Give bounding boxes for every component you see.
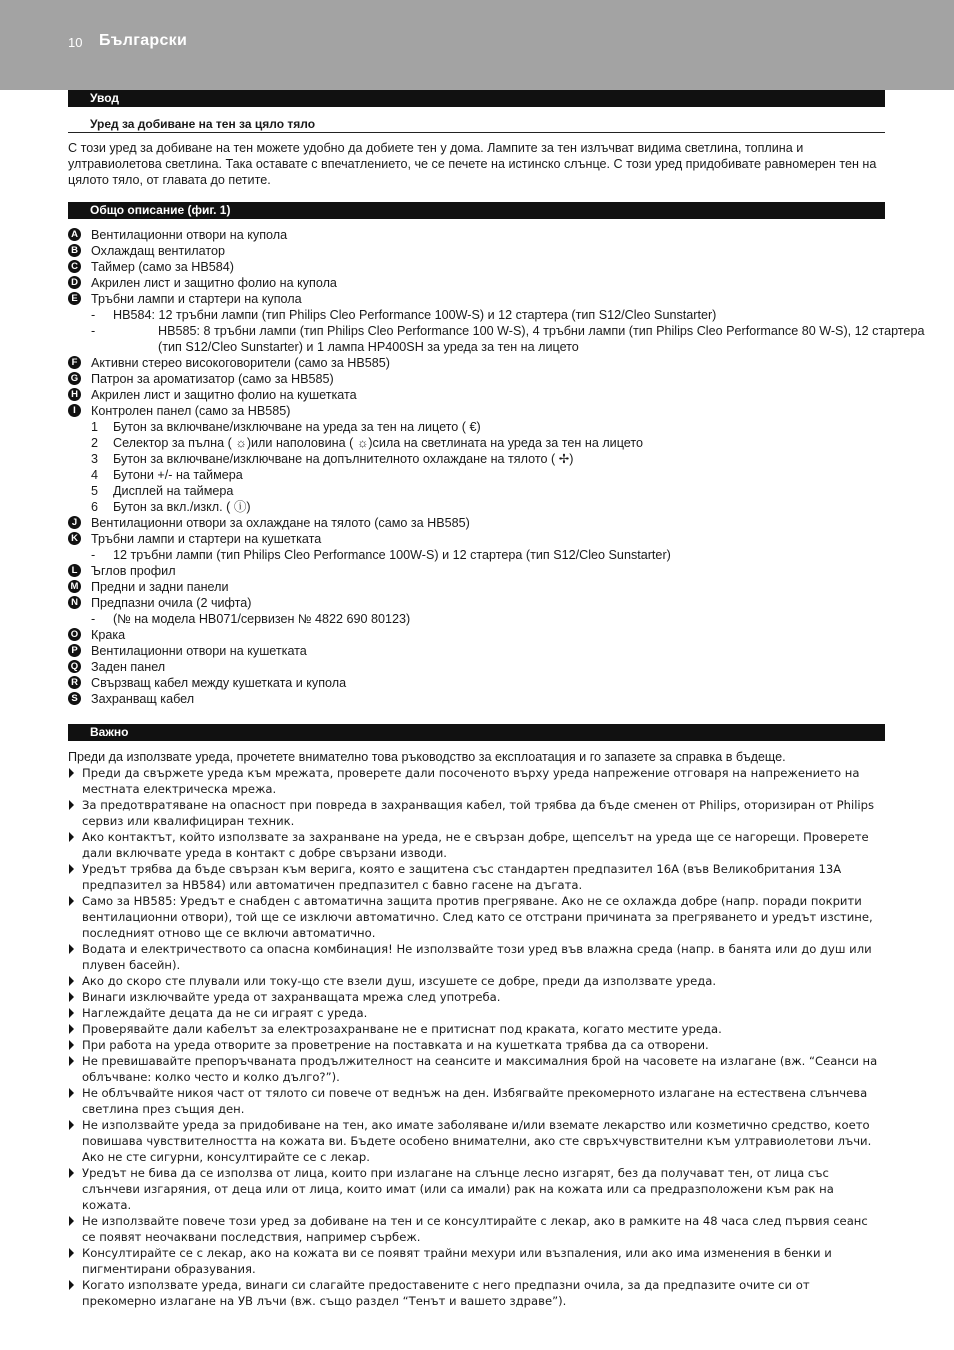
item-number: 5	[91, 484, 99, 498]
bullet-text: Когато използвате уреда, винаги си слагайте предоставените с него предпазни очила, за да предпазите очите си от прекомерно излагане на УВ лъчи (вж. също раздел “Тенът и вашето здраве”).	[82, 1278, 810, 1308]
letter-badge-icon: K	[68, 532, 81, 545]
bullet-text: Не използвайте повече този уред за добиване на тен и се консултирайте с лекар, ако в рамките на 48 часа след първия сеанс се появят неочаквани последствия, например сърбеж.	[82, 1214, 868, 1244]
bullet-item	[68, 861, 884, 893]
legend-text: Вентилационни отвори за охлаждане на тялото (само за HB585)	[91, 516, 470, 530]
letter-badge-icon: R	[68, 676, 81, 689]
letter-badge-icon: B	[68, 244, 81, 257]
bullet-item	[68, 765, 884, 797]
section-bar-overview	[68, 202, 885, 219]
bullet-text: Преди да свържете уреда към мрежата, проверете дали посоченото върху уреда напрежение отговаря на напрежението на местната електрическа мрежа.	[82, 766, 860, 796]
bullet-triangle-icon	[69, 1216, 74, 1226]
subheading-text: Уред за добиване на тен за цяло тяло	[90, 117, 316, 131]
section-bar-intro	[68, 90, 885, 107]
legend-row-letter	[68, 531, 884, 547]
bullet-triangle-icon	[69, 1088, 74, 1098]
bullet-triangle-icon	[69, 1008, 74, 1018]
legend-text: Селектор за пълна ( ☼)или наполовина ( ☼)сила на светлината на уреда за тен на лицето	[113, 436, 643, 450]
intro-paragraph: С този уред за добиване на тен можете удобно да добиете тен у дома. Лампите за тен излъчват видима светлина, топлина и ултравиолетова светлина. Така оставате с впечатлението, че се печете на истинско слънце. С този уред придобивате равномерен тен на цялото тяло, от главата до петите.	[68, 141, 877, 187]
bullet-triangle-icon	[69, 864, 74, 874]
legend-text: Таймер (само за HB584)	[91, 260, 234, 274]
legend-row-letter	[68, 387, 884, 403]
legend-text: Предпазни очила (2 чифта)	[91, 596, 252, 610]
bullet-triangle-icon	[69, 1024, 74, 1034]
legend-text: Акрилен лист и защитно фолио на купола	[91, 276, 337, 290]
legend-row-letter	[68, 403, 884, 419]
letter-badge-icon: Q	[68, 660, 81, 673]
bullet-item	[68, 797, 884, 829]
legend-row-letter	[68, 355, 884, 371]
legend-text: (№ на модела HB071/сервизен № 4822 690 80123)	[113, 612, 411, 626]
item-number: 2	[91, 436, 99, 450]
legend-text: Тръбни лампи и стартери на кушетката	[91, 532, 322, 546]
letter-badge-icon: L	[68, 564, 81, 577]
legend-row-num	[68, 483, 884, 499]
legend-text: Вентилационни отвори на купола	[91, 228, 288, 242]
legend-row-letter	[68, 291, 884, 307]
bullet-item	[68, 1165, 884, 1213]
bullet-text: Не облъчвайте никоя част от тялото си повече от веднъж на ден. Избягвайте прекомерното излагане на естествена слънчева светлина през същия ден.	[82, 1086, 868, 1116]
legend-row-letter	[68, 243, 884, 259]
letter-badge-icon: H	[68, 388, 81, 401]
important-lead: Преди да използвате уреда, прочетете внимателно това ръководство за експлоатация и го запазете за справка в бъдеще.	[68, 750, 786, 764]
letter-badge-icon: J	[68, 516, 81, 529]
legend-text: Захранващ кабел	[91, 692, 195, 706]
bullet-triangle-icon	[69, 1248, 74, 1258]
legend-row-num	[68, 467, 884, 483]
bullet-triangle-icon	[69, 1168, 74, 1178]
legend-row-letter	[68, 227, 884, 243]
legend-text: Предни и задни панели	[91, 580, 229, 594]
bullet-triangle-icon	[69, 832, 74, 842]
item-number: 3	[91, 452, 99, 466]
bullet-item	[68, 1085, 884, 1117]
letter-badge-icon: M	[68, 580, 81, 593]
bullet-triangle-icon	[69, 1280, 74, 1290]
bullet-text: При работа на уреда отворите за проветрение на поставката и на кушетката трябва да са отворени.	[82, 1038, 709, 1052]
bullet-item	[68, 1117, 884, 1165]
letter-badge-icon: E	[68, 292, 81, 305]
bullet-item	[68, 893, 884, 941]
letter-badge-icon: C	[68, 260, 81, 273]
bullet-text: Ако контактът, който използвате за захранване на уреда, не е свързан добре, щепселът на уреда ще се нагорещи. Проверете дали включвате уреда в контакт с добре свързани изводи.	[82, 830, 869, 860]
important-bullet-list	[68, 765, 884, 1309]
bullet-triangle-icon	[69, 1056, 74, 1066]
bullet-text: Ако до скоро сте плували или току-що сте взели душ, изсушете се добре, преди да използвате уреда.	[82, 974, 717, 988]
letter-badge-icon: D	[68, 276, 81, 289]
legend-row-letter	[68, 691, 884, 707]
letter-badge-icon: N	[68, 596, 81, 609]
legend-text: Тръбни лампи и стартери на купола	[91, 292, 302, 306]
legend-text: Бутон за включване/изключване на допълнителното охлаждане на тялото ( ✢)	[113, 452, 574, 466]
dash-marker: -	[91, 308, 96, 322]
bullet-item	[68, 1021, 884, 1037]
legend-row-letter	[68, 275, 884, 291]
bullet-item	[68, 941, 884, 973]
letter-badge-icon: P	[68, 644, 81, 657]
bullet-triangle-icon	[69, 896, 74, 906]
legend-text: Вентилационни отвори на кушетката	[91, 644, 307, 658]
legend-text: Бутони +/- на таймера	[113, 468, 243, 482]
bullet-item	[68, 1277, 884, 1309]
bullet-text: Винаги изключвайте уреда от захранващата мрежа след употреба.	[82, 990, 501, 1004]
dash-marker: -	[91, 324, 96, 338]
legend-text: Бутон за вкл./изкл. ( ⓘ)	[113, 500, 251, 514]
legend-text: HB585: 8 тръбни лампи (тип Philips Cleo Performance 100 W-S), 4 тръбни лампи (тип Philips Cleo Performance 80 W-S), 12 стартера (тип S12/Cleo Sunstarter) и 1 лампа HP400SH за уреда за тен на лицето	[158, 324, 925, 354]
section-title-important: Важно	[90, 725, 129, 739]
legend-row-letter	[68, 627, 884, 643]
legend-text: HB584: 12 тръбни лампи (тип Philips Cleo Performance 100W-S) и 12 стартера (тип S12/Cleo Sunstarter)	[113, 308, 717, 322]
legend-row-dash	[68, 323, 925, 355]
legend-text: Крака	[91, 628, 126, 642]
legend-row-letter	[68, 579, 884, 595]
bullet-text: Наглеждайте децата да не си играят с уреда.	[82, 1006, 368, 1020]
bullet-text: Проверявайте дали кабелът за електрозахранване не е притиснат под краката, когато местите уреда.	[82, 1022, 722, 1036]
legend-text: Акрилен лист и защитно фолио на кушетката	[91, 388, 357, 402]
legend-text: Свързващ кабел между кушетката и купола	[91, 676, 347, 690]
legend-text: Бутон за включване/изключване на уреда за тен на лицето ( €)	[113, 420, 481, 434]
legend-row-dash	[68, 307, 884, 323]
legend-row-dash	[68, 611, 884, 627]
bullet-text: Не използвайте уреда за придобиване на тен, ако имате заболяване и/или вземате лекарство или козметично средство, което повишава чувствителността на кожата ви. Бъдете особено внимателни, ако сте свръхчувствителни към ултравиолетови лъчи. Ако не сте сигурни, консултирайте се с лекар.	[82, 1118, 872, 1164]
legend-text: 12 тръбни лампи (тип Philips Cleo Performance 100W-S) и 12 стартера (тип S12/Cleo Sunstarter)	[113, 548, 671, 562]
legend-row-letter	[68, 371, 884, 387]
letter-badge-icon: I	[68, 404, 81, 417]
language-title: Български	[99, 32, 188, 49]
bullet-item	[68, 1213, 884, 1245]
legend-row-letter	[68, 563, 884, 579]
item-number: 4	[91, 468, 99, 482]
legend-text: Контролен панел (само за HB585)	[91, 404, 291, 418]
bullet-triangle-icon	[69, 768, 74, 778]
letter-badge-icon: O	[68, 628, 81, 641]
letter-badge-icon: G	[68, 372, 81, 385]
bullet-text: Консултирайте се с лекар, ако на кожата ви се появят трайни мехури или възпаления, или ако има изменения в бенки и пигментирани образувания.	[82, 1246, 832, 1276]
legend-row-letter	[68, 259, 884, 275]
bullet-text: За предотвратяване на опасност при повреда в захранващия кабел, той трябва да бъде сменен от Philips, оторизиран от Philips сервиз или квалифициран техник.	[82, 798, 875, 828]
letter-badge-icon: F	[68, 356, 81, 369]
legend-row-dash	[68, 547, 884, 563]
bullet-triangle-icon	[69, 976, 74, 986]
legend-row-letter	[68, 643, 884, 659]
legend-text: Дисплей на таймера	[113, 484, 234, 498]
dash-marker: -	[91, 548, 96, 562]
bullet-text: Уредът не бива да се използва от лица, които при излагане на слънце лесно изгарят, без да получават тен, от лица със слънчеви изгаряния, от деца или от лица, които имат (или са имали) рак на кожата или са предразположени към рак на кожата.	[82, 1166, 834, 1212]
letter-badge-icon: S	[68, 692, 81, 705]
legend-row-letter	[68, 659, 884, 675]
letter-badge-icon: A	[68, 228, 81, 241]
legend-text: Заден панел	[91, 660, 166, 674]
bullet-triangle-icon	[69, 992, 74, 1002]
legend-row-num	[68, 419, 884, 435]
header-band	[0, 0, 954, 90]
bullet-item	[68, 1037, 884, 1053]
bullet-item	[68, 989, 884, 1005]
legend-row-letter	[68, 595, 884, 611]
bullet-text: Уредът трябва да бъде свързан към верига, която е защитена със стандартен предпазител 16A (във Великобритания 13A предпазител за HB584) или автоматичен предпазител с бавно гасене на дъгата.	[82, 862, 842, 892]
bullet-text: Само за HB585: Уредът е снабден с автоматична защита против прегряване. Ако не се охлажда добре (напр. поради покрити вентилационни отвори), той ще се изключи автоматично. След като се отстрани причината за прегряването и уредът изстине, последният отново ще се включи автоматично.	[82, 894, 873, 940]
section-title-overview: Общо описание (фиг. 1)	[90, 203, 231, 217]
legend-text: Охлаждащ вентилатор	[91, 244, 225, 258]
bullet-triangle-icon	[69, 800, 74, 810]
legend-row-num	[68, 499, 884, 515]
legend-row-num	[68, 451, 884, 467]
dash-marker: -	[91, 612, 96, 626]
bullet-item	[68, 1005, 884, 1021]
bullet-text: Не превишавайте препоръчваната продължителност на сеансите и максималния брой на часовете на излагане (вж. “Сеанси на облъчване: колко често и колко дълго?”).	[82, 1054, 878, 1084]
bullet-item	[68, 1245, 884, 1277]
bullet-triangle-icon	[69, 1040, 74, 1050]
legend-row-letter	[68, 515, 884, 531]
section-title-intro: Увод	[90, 91, 120, 105]
section-bar-important	[68, 724, 885, 741]
subheading-product	[68, 116, 885, 133]
overview-list	[68, 227, 925, 707]
legend-row-letter	[68, 675, 884, 691]
bullet-triangle-icon	[69, 944, 74, 954]
bullet-text: Водата и електричеството са опасна комбинация! Не използвайте този уред във влажна среда (напр. в банята или до душ или плувен басейн).	[82, 942, 872, 972]
bullet-triangle-icon	[69, 1120, 74, 1130]
legend-text: Патрон за ароматизатор (само за HB585)	[91, 372, 334, 386]
legend-text: Ъглов профил	[91, 564, 176, 578]
bullet-item	[68, 1053, 884, 1085]
page-number: 10	[68, 35, 83, 50]
legend-row-num	[68, 435, 884, 451]
item-number: 6	[91, 500, 99, 514]
legend-text: Активни стерео високоговорители (само за HB585)	[91, 356, 390, 370]
item-number: 1	[91, 420, 99, 434]
bullet-item	[68, 973, 884, 989]
bullet-item	[68, 829, 884, 861]
